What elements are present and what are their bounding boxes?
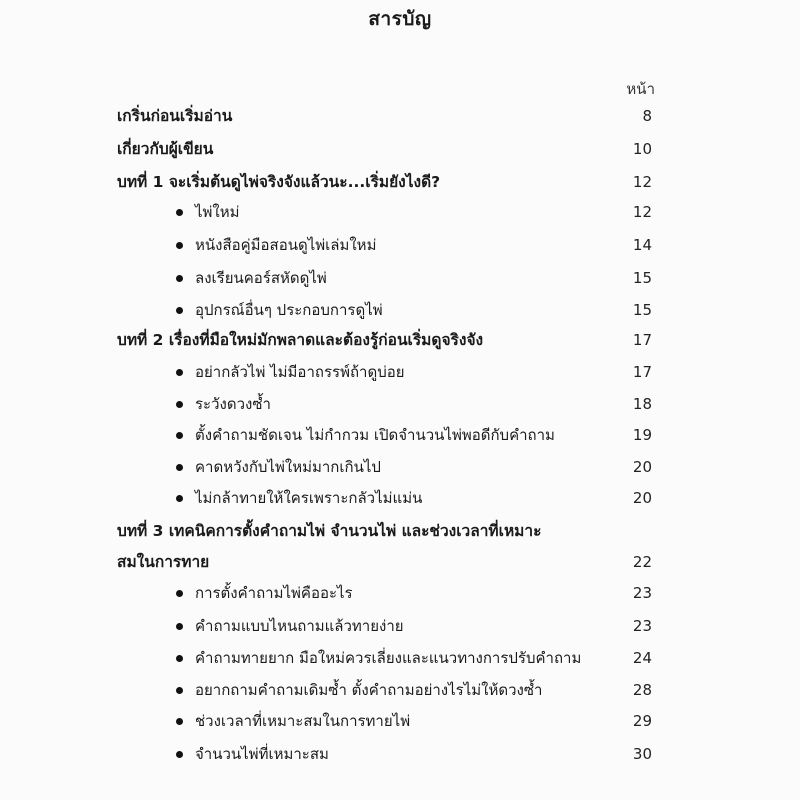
toc-section-row — [0, 452, 800, 482]
toc-section-row — [0, 295, 800, 325]
toc-page-number: 19 — [632, 426, 652, 444]
toc-page-number: 20 — [632, 458, 652, 476]
bullet-icon — [176, 590, 183, 597]
toc-page-number: 17 — [632, 363, 652, 381]
page-title: สารบัญ — [368, 8, 432, 30]
bullet-icon — [176, 464, 183, 471]
toc-chapter-row — [0, 167, 800, 197]
toc-entry-label: ตั้งคำถามชัดเจน ไม่กำกวม เปิดจำนวนไพ่พอดีกับคำถาม — [195, 426, 555, 444]
bullet-icon — [176, 209, 183, 216]
toc-entry-label: ไม่กล้าทายให้ใครเพราะกลัวไม่แม่น — [195, 489, 423, 507]
toc-entry-label: เกริ่นก่อนเริ่มอ่าน — [117, 107, 233, 125]
toc-entry-label: ระวังดวงซ้ำ — [195, 395, 271, 413]
toc-entry-label: บทที่ 1 จะเริ่มต้นดูไพ่จริงจังแล้วนะ...เริ่มยังไงดี? — [117, 173, 441, 191]
toc-section-row — [0, 578, 800, 608]
toc-section-row — [0, 611, 800, 641]
toc-section-row — [0, 675, 800, 705]
toc-section-row — [0, 706, 800, 736]
toc-entry-label: หนังสือคู่มือสอนดูไพ่เล่มใหม่ — [195, 236, 377, 254]
toc-section-row — [0, 230, 800, 260]
bullet-icon — [176, 401, 183, 408]
toc-section-row — [0, 357, 800, 387]
toc-page-number: 14 — [632, 236, 652, 254]
bullet-icon — [176, 275, 183, 282]
toc-entry-label: ไพ่ใหม่ — [195, 203, 240, 221]
toc-page-number: 23 — [632, 584, 652, 602]
toc-page-number: 17 — [632, 331, 652, 349]
toc-entry-label: การตั้งคำถามไพ่คืออะไร — [195, 584, 353, 602]
toc-chapter-row — [0, 134, 800, 164]
bullet-icon — [176, 495, 183, 502]
toc-section-row — [0, 483, 800, 513]
toc-section-row — [0, 420, 800, 450]
toc-page-number: 18 — [632, 395, 652, 413]
toc-entry-label: เกี่ยวกับผู้เขียน — [117, 140, 214, 158]
toc-entry-label: คาดหวังกับไพ่ใหม่มากเกินไป — [195, 458, 381, 476]
bullet-icon — [176, 718, 183, 725]
toc-entry-label: คำถามแบบไหนถามแล้วทายง่าย — [195, 617, 404, 635]
bullet-icon — [176, 307, 183, 314]
toc-section-row — [0, 643, 800, 673]
toc-entry-label: อุปกรณ์อื่นๆ ประกอบการดูไพ่ — [195, 301, 383, 319]
toc-chapter-row — [0, 101, 800, 131]
toc-entry-label: คำถามทายยาก มือใหม่ควรเลี่ยงและแนวทางการปรับคำถาม — [195, 649, 582, 667]
toc-page-number: 22 — [632, 553, 652, 571]
bullet-icon — [176, 687, 183, 694]
toc-section-row — [0, 739, 800, 769]
toc-section-row — [0, 263, 800, 293]
toc-page-number: 24 — [632, 649, 652, 667]
toc-chapter-row — [0, 325, 800, 355]
toc-section-row — [0, 197, 800, 227]
bullet-icon — [176, 369, 183, 376]
bullet-icon — [176, 623, 183, 630]
toc-page-number: 29 — [632, 712, 652, 730]
toc-entry-label: อย่ากลัวไพ่ ไม่มีอาถรรพ์ถ้าดูบ่อย — [195, 363, 405, 381]
toc-page-number: 12 — [632, 203, 652, 221]
toc-entry-label: จำนวนไพ่ที่เหมาะสม — [195, 745, 329, 763]
toc-page-number: 28 — [632, 681, 652, 699]
bullet-icon — [176, 655, 183, 662]
toc-entry-label: บทที่ 3 เทคนิคการตั้งคำถามไพ่ จำนวนไพ่ และช่วงเวลาที่เหมาะ — [117, 522, 542, 540]
toc-page-number: 20 — [632, 489, 652, 507]
toc-page-number: 15 — [632, 269, 652, 287]
toc-page-number: 12 — [632, 173, 652, 191]
toc-entry-label: สมในการทาย — [117, 553, 210, 571]
toc-page-number: 30 — [632, 745, 652, 763]
toc-page-number: 8 — [642, 107, 652, 125]
toc-entry-label: ช่วงเวลาที่เหมาะสมในการทายไพ่ — [195, 712, 411, 730]
toc-page-number: 15 — [632, 301, 652, 319]
bullet-icon — [176, 432, 183, 439]
toc-page-number: 23 — [632, 617, 652, 635]
toc-chapter-row — [0, 516, 800, 546]
toc-entry-label: ลงเรียนคอร์สหัดดูไพ่ — [195, 269, 327, 287]
toc-entry-label: อยากถามคำถามเดิมซ้ำ ตั้งคำถามอย่างไรไม่ให้ดวงซ้ำ — [195, 681, 543, 699]
toc-chapter-row — [0, 547, 800, 577]
toc-page-number: 10 — [632, 140, 652, 158]
bullet-icon — [176, 242, 183, 249]
page-column-header: หน้า — [626, 80, 655, 98]
toc-entry-label: บทที่ 2 เรื่องที่มือใหม่มักพลาดและต้องรู้ก่อนเริ่มดูจริงจัง — [117, 331, 484, 349]
bullet-icon — [176, 751, 183, 758]
toc-section-row — [0, 389, 800, 419]
